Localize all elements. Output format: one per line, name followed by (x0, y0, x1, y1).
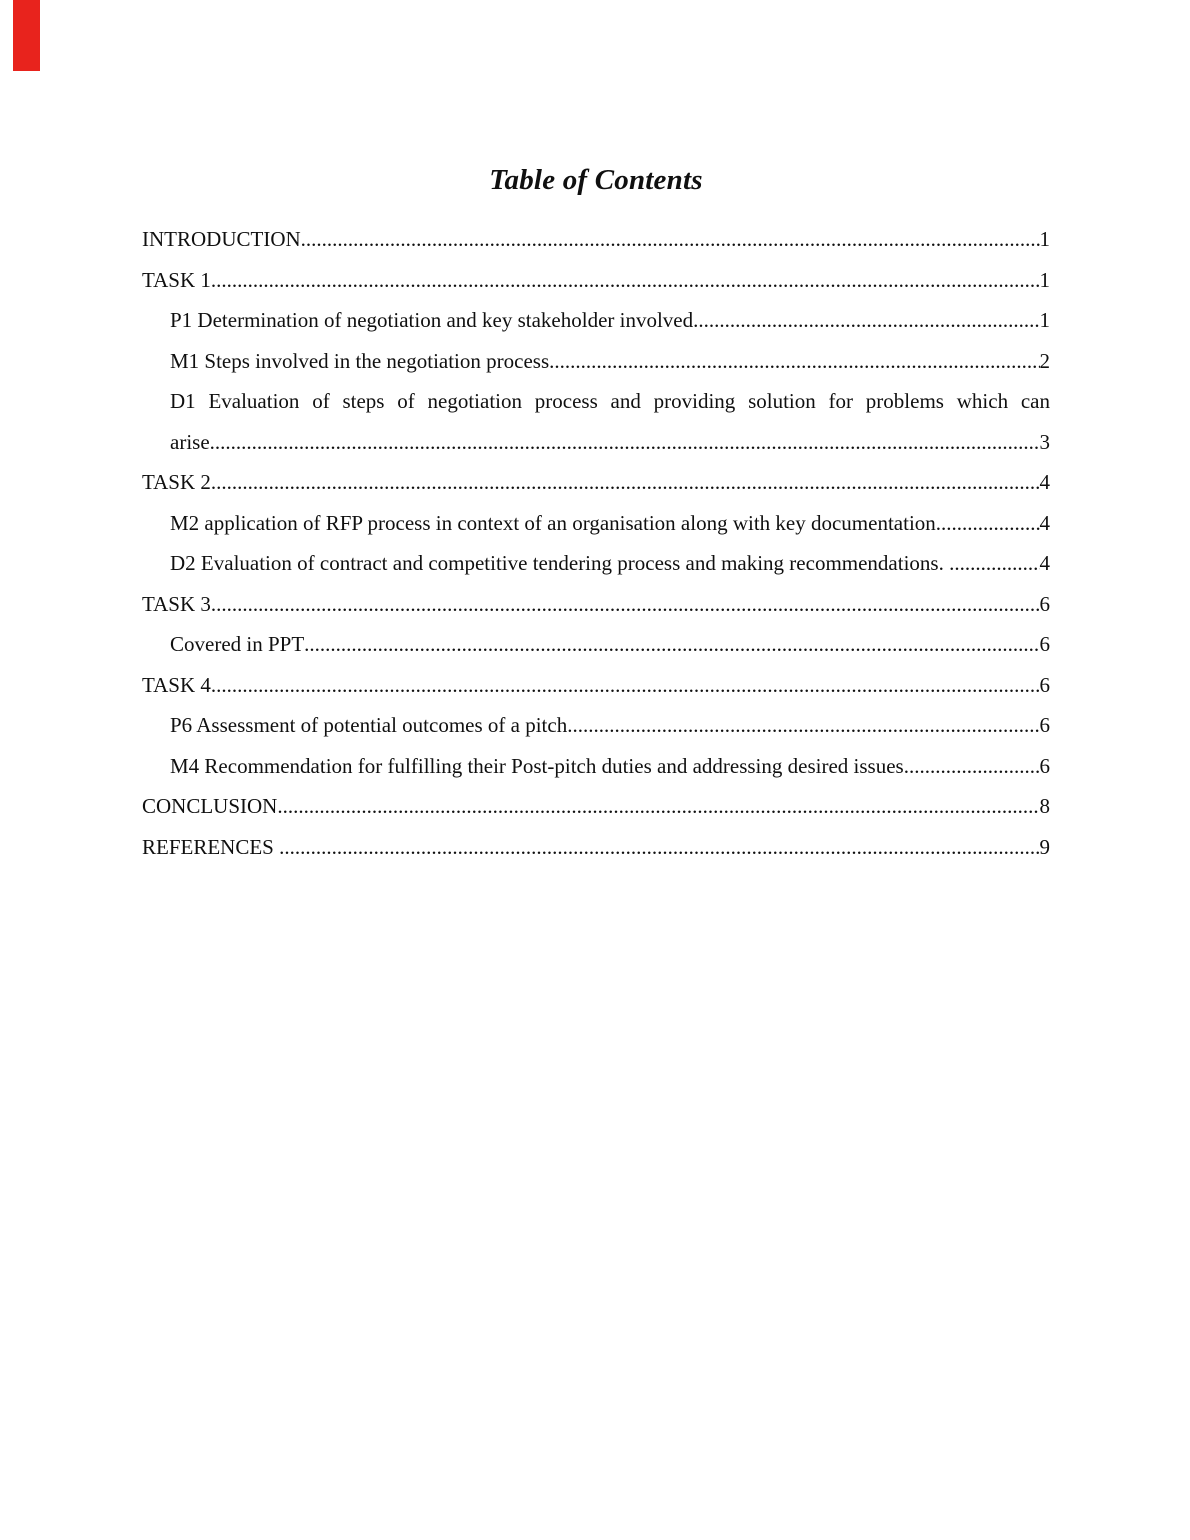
toc-entry-task4[interactable] (142, 665, 1050, 706)
toc-entry-label: TASK 2 (142, 470, 211, 494)
dot-leader (936, 503, 1040, 544)
toc-entry-covered-in-ppt[interactable] (142, 624, 1050, 665)
toc-page-number: 6 (1039, 591, 1050, 616)
toc-entry-label: REFERENCES (142, 834, 280, 859)
toc-entry-task2[interactable] (142, 462, 1050, 503)
toc-page-number: 9 (1039, 834, 1050, 859)
toc-page-number: 1 (1039, 227, 1050, 251)
dot-leader (211, 665, 1040, 706)
toc-entry-label: M1 Steps involved in the negotiation process (170, 348, 550, 373)
toc-page-number: 4 (1039, 551, 1050, 575)
toc-entry-m4[interactable] (142, 746, 1050, 787)
toc-entry-task3[interactable] (142, 584, 1050, 625)
toc-entry-d2[interactable] (142, 543, 1050, 584)
toc-page-number: 4 (1039, 470, 1050, 494)
red-marker-annotation (13, 0, 40, 71)
toc-entry-references[interactable] (142, 827, 1050, 868)
toc-page-number: 6 (1039, 753, 1050, 778)
toc-entry-label: D1 Evaluation of steps of negotiation process and providing solution for problems which can (170, 389, 1050, 413)
toc-page-number: 6 (1039, 713, 1050, 737)
toc-entry-d1-line2[interactable] (142, 422, 1050, 463)
toc-entry-d1-line1[interactable] (142, 381, 1050, 422)
dot-leader (279, 827, 1039, 868)
toc-entry-p1[interactable] (142, 300, 1050, 341)
dot-leader (549, 341, 1039, 382)
dot-leader (211, 462, 1040, 503)
dot-leader (693, 300, 1039, 341)
toc-entry-label: P1 Determination of negotiation and key stakeholder involved (170, 308, 694, 332)
dot-leader (567, 705, 1039, 746)
toc-entry-label: TASK 4 (142, 672, 211, 697)
toc-page-number: 4 (1039, 510, 1050, 535)
toc-entry-conclusion[interactable] (142, 786, 1050, 827)
toc-page-number: 8 (1039, 794, 1050, 818)
toc-entry-label: TASK 1 (142, 267, 211, 292)
toc-entry-label: M4 Recommendation for fulfilling their Post-pitch duties and addressing desired issues (170, 753, 904, 778)
toc-page-number: 6 (1039, 672, 1050, 697)
toc-entry-label: TASK 3 (142, 591, 211, 616)
dot-leader (211, 584, 1040, 625)
dot-leader (277, 786, 1039, 827)
toc-entry-m2[interactable] (142, 503, 1050, 544)
toc-entry-label: INTRODUCTION (142, 227, 301, 251)
dot-leader (949, 543, 1039, 584)
toc-entry-label: D2 Evaluation of contract and competitive tendering process and making recommendations. (170, 551, 950, 575)
toc-page-number: 3 (1039, 429, 1050, 454)
toc-entry-label: CONCLUSION (142, 794, 278, 818)
dot-leader (211, 260, 1040, 301)
toc-entry-m1[interactable] (142, 341, 1050, 382)
dot-leader (904, 746, 1040, 787)
toc-entry-label: M2 application of RFP process in context of an organisation along with key documentation (170, 510, 936, 535)
toc-entry-label: arise (170, 429, 210, 454)
toc-entry-label: Covered in PPT (170, 632, 305, 656)
toc-entry-task1[interactable] (142, 260, 1050, 301)
toc-entry-p6[interactable] (142, 705, 1050, 746)
dot-leader (301, 219, 1040, 260)
page-title: Table of Contents (489, 164, 703, 196)
dot-leader (304, 624, 1039, 665)
toc-page-number: 6 (1039, 632, 1050, 656)
dot-leader (210, 422, 1040, 463)
toc-entry-label: P6 Assessment of potential outcomes of a pitch (170, 713, 568, 737)
toc-content (142, 0, 1050, 867)
toc-page-number: 1 (1039, 308, 1050, 332)
toc-page-number: 1 (1039, 267, 1050, 292)
table-of-contents (142, 219, 1050, 867)
toc-entry-introduction[interactable] (142, 219, 1050, 260)
toc-page-number: 2 (1039, 348, 1050, 373)
